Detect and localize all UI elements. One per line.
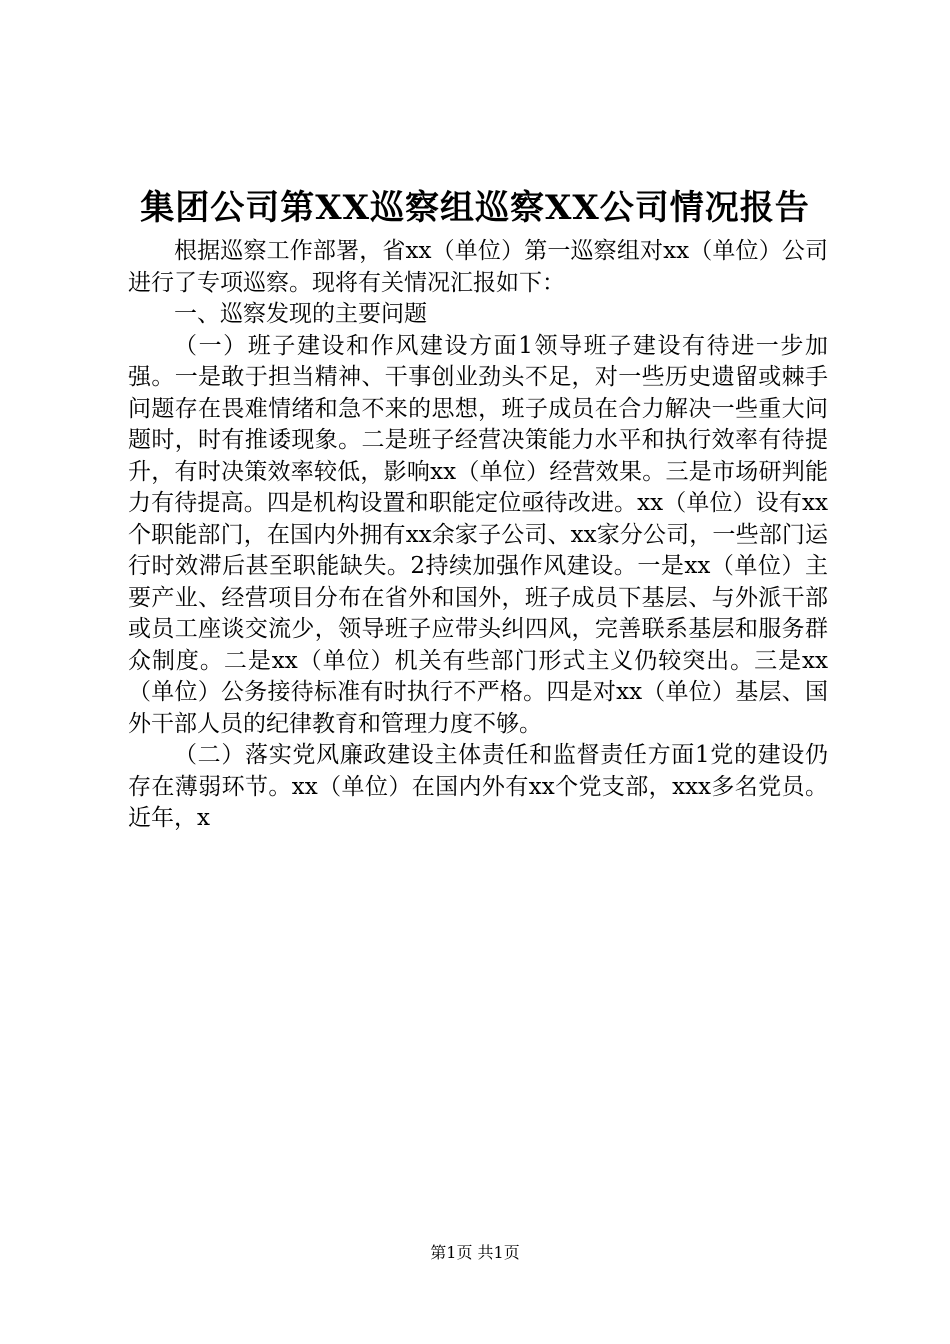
paragraph-section-1: （一）班子建设和作风建设方面1领导班子建设有待进一步加强。一是敢于担当精神、干事创业劲头不足，对一些历史遗留或棘手问题存在畏难情绪和急不来的思想，班子成员在合力解决一些重大问题时，时有推诿现象。二是班子经营决策能力水平和执行效率有待提升，有时决策效率较低，影响xx（单位）经营效果。三是市场研判能力有待提高。四是机构设置和职能定位亟待改进。xx（单位）设有xx个职能部门，在国内外拥有xx余家子公司、xx家分公司，一些部门运行时效滞后甚至职能缺失。2持续加强作风建设。一是xx（单位）主要产业、经营项目分布在省外和国外，班子成员下基层、与外派干部或员工座谈交流少，领导班子应带头纠四风，完善联系基层和服务群众制度。二是xx（单位）机关有些部门形式主义仍较突出。三是xx（单位）公务接待标准有时执行不严格。四是对xx（单位）基层、国外干部人员的纪律教育和管理力度不够。	[128, 332, 828, 737]
paragraph-intro: 根据巡察工作部署，省xx（单位）第一巡察组对xx（单位）公司进行了专项巡察。现将有关情况汇报如下：	[128, 238, 828, 296]
document-body	[128, 236, 828, 835]
paragraph-section-2: （二）落实党风廉政建设主体责任和监督责任方面1党的建设仍存在薄弱环节。xx（单位）在国内外有xx个党支部，xxx多名党员。近年，x	[128, 742, 828, 831]
page-footer: 第1页 共1页	[430, 1243, 520, 1262]
section-heading: 一、巡察发现的主要问题	[174, 301, 427, 327]
document-title: 集团公司第XX巡察组巡察XX公司情况报告	[140, 188, 810, 228]
